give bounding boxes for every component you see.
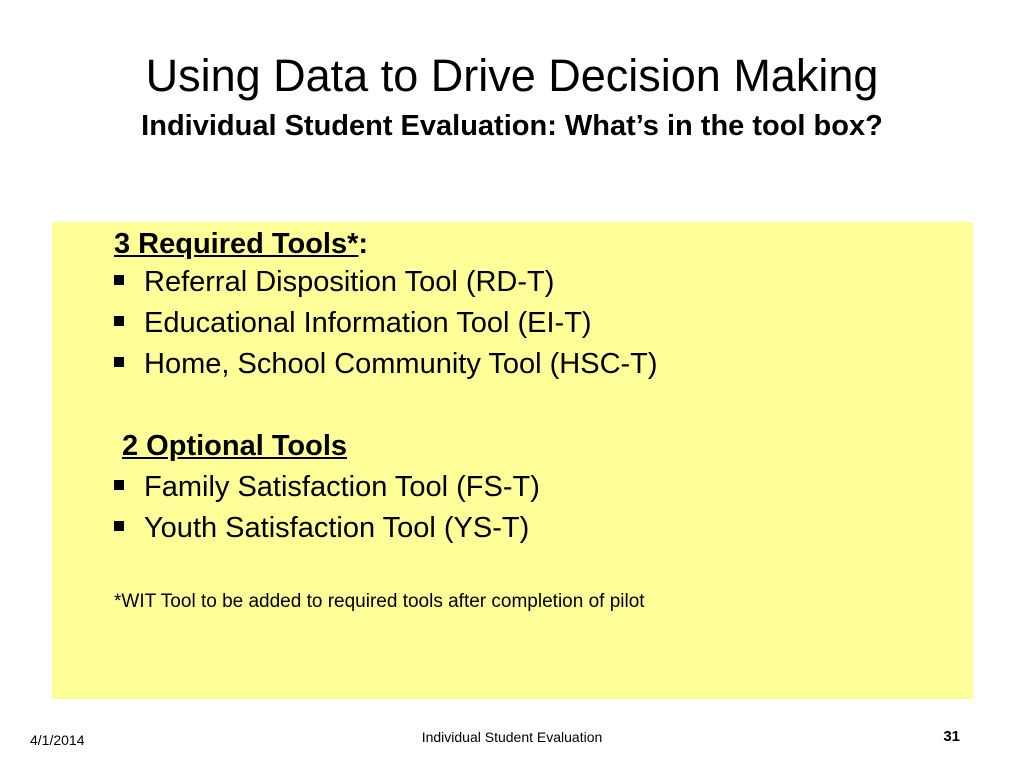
square-bullet-icon [114,275,124,285]
list-item-label: Home, School Community Tool (HSC-T) [144,348,658,380]
required-tools-heading [114,226,368,262]
footer-date: 4/1/2014 [30,732,85,748]
list-item-optional-2 [114,510,529,546]
square-bullet-icon [114,357,124,367]
page-number: 31 [943,728,960,745]
square-bullet-icon [114,521,124,531]
required-tools-heading-colon: : [358,228,369,260]
square-bullet-icon [114,316,124,326]
slide-subtitle: Individual Student Evaluation: What’s in the tool box? [141,110,883,142]
list-item-label: Youth Satisfaction Tool (YS-T) [144,512,530,544]
footnote: *WIT Tool to be added to required tools after completion of pilot [114,591,645,612]
list-item-required-3 [114,346,658,382]
footer-title: Individual Student Evaluation [421,729,603,745]
list-item-required-2 [114,305,592,341]
optional-tools-heading-text: 2 Optional Tools [122,430,348,462]
list-item-label: Referral Disposition Tool (RD-T) [144,266,555,298]
list-item-required-1 [114,264,554,300]
required-tools-heading-text: 3 Required Tools* [114,228,359,260]
optional-tools-heading [122,428,347,464]
list-item-label: Educational Information Tool (EI-T) [144,307,592,339]
list-item-optional-1 [114,469,540,505]
tool-box-panel [52,222,973,699]
square-bullet-icon [114,480,124,490]
slide-title: Using Data to Drive Decision Making [145,50,879,101]
list-item-label: Family Satisfaction Tool (FS-T) [144,471,540,503]
